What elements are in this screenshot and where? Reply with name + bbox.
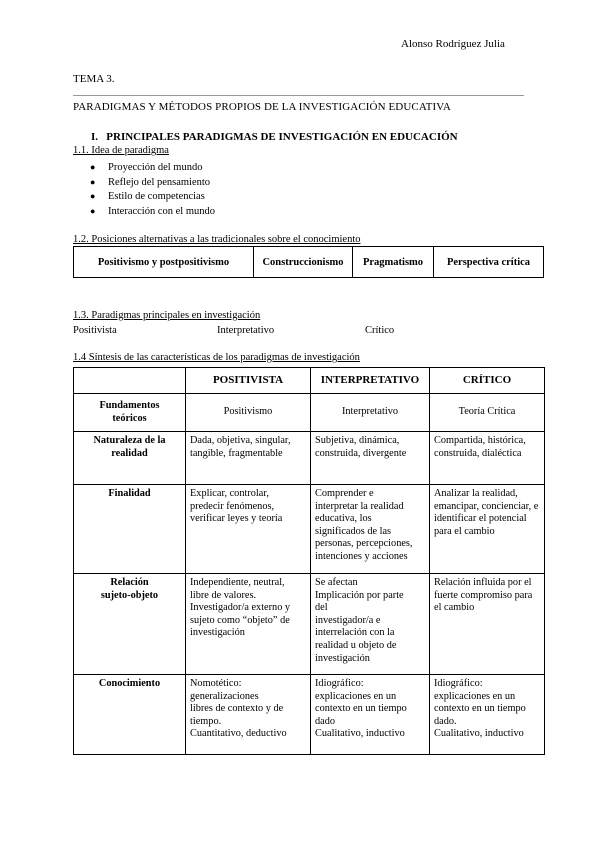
- table-cell: Positivismo: [186, 394, 311, 432]
- subsection-1-4-heading: 1.4 Síntesis de las características de los paradigmas de investigación: [73, 352, 360, 363]
- table-cell: Teoría Crítica: [430, 394, 545, 432]
- row-label: Relación sujeto-objeto: [74, 574, 186, 675]
- paradigm-critico: Crítico: [365, 325, 395, 336]
- header-interpretativo: INTERPRETATIVO: [311, 368, 430, 394]
- row-label: Conocimiento: [74, 675, 186, 755]
- subsection-1-1-heading: 1.1. Idea de paradigma: [73, 145, 169, 156]
- bullet-icon: ●: [90, 191, 96, 201]
- table-header-row: [74, 368, 545, 394]
- synthesis-table: [73, 367, 545, 755]
- paradigm-idea-list: [90, 160, 215, 218]
- paradigm-positivista: Positivista: [73, 325, 117, 336]
- table-cell: Idiográfico: explicaciones en un contexto en un tiempo dado Cualitativo, inductivo: [311, 675, 430, 755]
- topic-number: TEMA 3.: [73, 73, 115, 85]
- table-cell: Explicar, controlar, predecir fenómenos, verificar leyes y teoría: [186, 485, 311, 574]
- table-row: [74, 432, 545, 485]
- table-row: [74, 574, 545, 675]
- bullet-icon: ●: [90, 205, 96, 216]
- table-cell: Se afectan Implicación por parte del investigador/a e interrelación con la realidad u objeto de investigación: [311, 574, 430, 675]
- bullet-icon: ●: [90, 176, 96, 187]
- table-cell: Dada, objetiva, singular, tangible, fragmentable: [186, 432, 311, 485]
- table-cell: Comprender e interpretar la realidad educativa, los significados de las personas, percepciones, intenciones y acciones: [311, 485, 430, 574]
- subsection-1-2-heading: 1.2. Posiciones alternativas a las tradicionales sobre el conocimiento: [73, 234, 361, 245]
- position-cell: Positivismo y postpositivismo: [74, 247, 254, 278]
- position-cell: Perspectiva crítica: [434, 247, 544, 278]
- section-title: PRINCIPALES PARADIGMAS DE INVESTIGACIÓN EN EDUCACIÓN: [106, 131, 458, 143]
- table-cell: Idiográfico: explicaciones en un contexto en un tiempo dado. Cualitativo, inductivo: [430, 675, 545, 755]
- section-number: I.: [91, 131, 99, 143]
- list-item: ● Estilo de competencias: [90, 191, 205, 202]
- header-cell-empty: [74, 368, 186, 394]
- header-positivista: POSITIVISTA: [186, 368, 311, 394]
- author-name: Alonso Rodríguez Julia: [401, 38, 505, 50]
- positions-table: [73, 246, 544, 278]
- table-row: [74, 394, 545, 432]
- list-item: ● Proyección del mundo: [90, 162, 203, 173]
- paradigm-interpretativo: Interpretativo: [217, 325, 275, 336]
- header-divider: [73, 95, 524, 96]
- bullet-icon: ●: [90, 162, 96, 172]
- position-cell: Construccionismo: [254, 247, 353, 278]
- row-label: Fundamentos teóricos: [74, 394, 186, 432]
- document-title: PARADIGMAS Y MÉTODOS PROPIOS DE LA INVESTIGACIÓN EDUCATIVA: [73, 101, 451, 113]
- table-row: [74, 485, 545, 574]
- row-label: Naturaleza de la realidad: [74, 432, 186, 485]
- header-critico: CRÍTICO: [430, 368, 545, 394]
- table-cell: Independiente, neutral, libre de valores. Investigador/a externo y sujeto como “objeto” de investigación: [186, 574, 311, 675]
- table-cell: Compartida, histórica, construida, dialéctica: [430, 432, 545, 485]
- subsection-1-3-heading: 1.3. Paradigmas principales en investigación: [73, 310, 261, 321]
- row-label: Finalidad: [74, 485, 186, 574]
- section-heading: [91, 131, 458, 143]
- list-item: ● Reflejo del pensamiento: [90, 176, 211, 188]
- position-cell: Pragmatismo: [353, 247, 434, 278]
- list-item: ● Interacción con el mundo: [90, 205, 215, 217]
- table-cell: Interpretativo: [311, 394, 430, 432]
- table-cell: Nomotético: generalizaciones libres de contexto y de tiempo. Cuantitativo, deductivo: [186, 675, 311, 755]
- table-cell: Relación influida por el fuerte compromiso para el cambio: [430, 574, 545, 675]
- table-cell: Analizar la realidad, emancipar, concienciar, e identificar el potencial para el cambio: [430, 485, 545, 574]
- table-row: [74, 675, 545, 755]
- table-cell: Subjetiva, dinámica, construida, divergente: [311, 432, 430, 485]
